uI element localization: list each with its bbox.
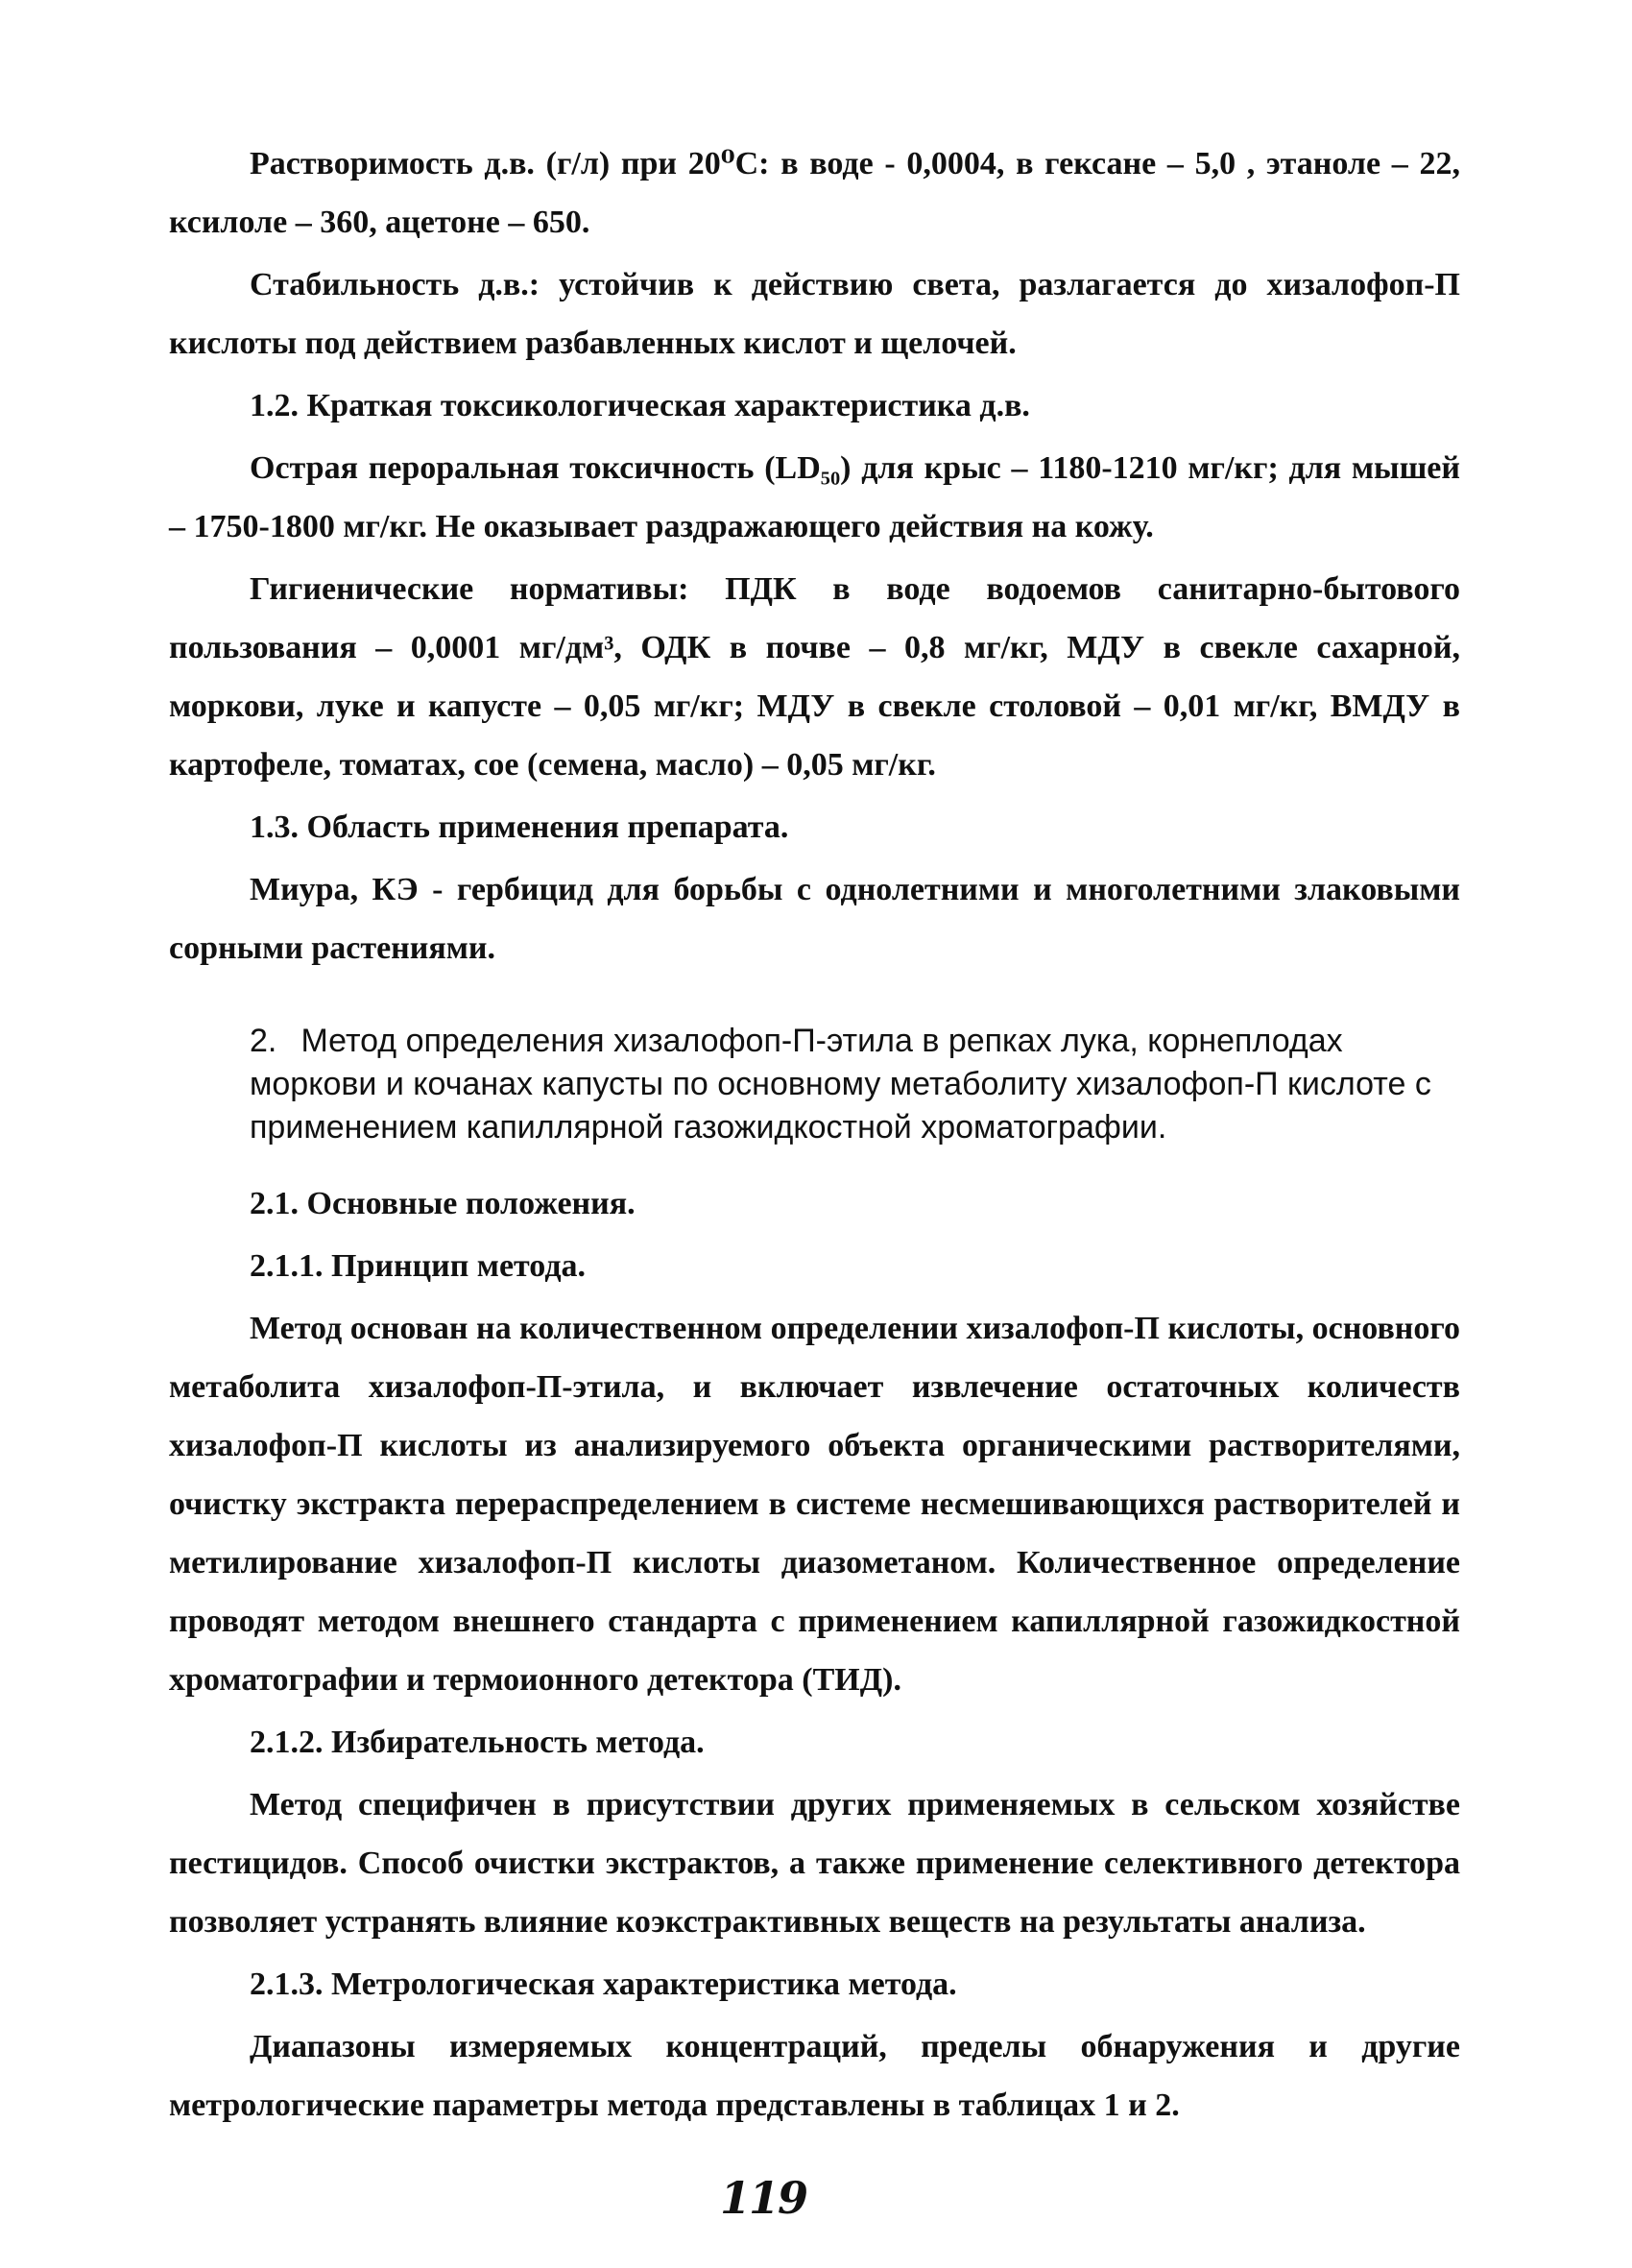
paragraph-toxicity: Острая пероральная токсичность (LD₅₀) для крыс – 1180-1210 мг/кг; для мышей – 1750-1800 мг/кг. Не оказывает раздражающего действия на кожу.	[169, 450, 1460, 544]
section-heading-2-1-3: 2.1.3. Метрологическая характеристика метода.	[250, 1966, 957, 2002]
paragraph-application: Миура, КЭ - гербицид для борьбы с однолетними и многолетними злаковыми сорными растениями.	[169, 872, 1460, 966]
paragraph-principle: Метод основан на количественном определении хизалофоп-П кислоты, основного метаболита хизалофоп-П-этила, и включает извлечение остаточных количеств хизалофоп-П кислоты из анализируемого объекта органическими растворителями, очистку экстракта перераспределением в системе несмешивающихся растворителей и метилирование хизалофоп-П кислоты диазометаном. Количественное определение проводят методом внешнего стандарта с применением капиллярной газожидкостной хроматографии и термоионного детектора (ТИД).	[169, 1311, 1460, 1698]
paragraph-solubility: Растворимость д.в. (г/л) при 20⁰С: в воде - 0,0004, в гексане – 5,0 , этаноле – 22, ксилоле – 360, ацетоне – 650.	[169, 146, 1460, 240]
section-heading-2	[169, 1020, 1460, 1149]
section-heading-2-1-2: 2.1.2. Избирательность метода.	[250, 1725, 705, 1760]
paragraph-metrology: Диапазоны измеряемых концентраций, пределы обнаружения и другие метрологические параметры метода представлены в таблицах 1 и 2.	[169, 2029, 1460, 2123]
page-number: 119	[719, 2172, 807, 2224]
section-heading-2-1-1: 2.1.1. Принцип метода.	[250, 1248, 587, 1284]
section-heading-1-3: 1.3. Область применения препарата.	[250, 809, 789, 845]
section-number-2: 2.	[250, 1023, 277, 1059]
paragraph-hygiene: Гигиенические нормативы: ПДК в воде водоемов санитарно-бытового пользования – 0,0001 мг/дм³, ОДК в почве – 0,8 мг/кг, МДУ в свекле сахарной, моркови, луке и капусте – 0,05 мг/кг; МДУ в свекле столовой – 0,01 мг/кг, ВМДУ в картофеле, томатах, сое (семена, масло) – 0,05 мг/кг.	[169, 571, 1460, 783]
paragraph-stability: Стабильность д.в.: устойчив к действию света, разлагается до хизалофоп-П кислоты под действием разбавленных кислот и щелочей.	[169, 267, 1460, 361]
paragraph-selectivity: Метод специфичен в присутствии других применяемых в сельском хозяйстве пестицидов. Способ очистки экстрактов, а также применение селективного детектора позволяет устранять влияние коэкстрактивных веществ на результаты анализа.	[169, 1787, 1460, 1940]
section-title-2: Метод определения хизалофоп-П-этила в репках лука, корнеплодах моркови и кочанах капусты по основному метаболиту хизалофоп-П кислоте с применением капиллярной газожидкостной хроматографии.	[250, 1023, 1431, 1146]
page-content	[169, 134, 1460, 2135]
section-heading-2-1: 2.1. Основные положения.	[250, 1186, 636, 1221]
section-heading-1-2: 1.2. Краткая токсикологическая характеристика д.в.	[250, 388, 1030, 423]
